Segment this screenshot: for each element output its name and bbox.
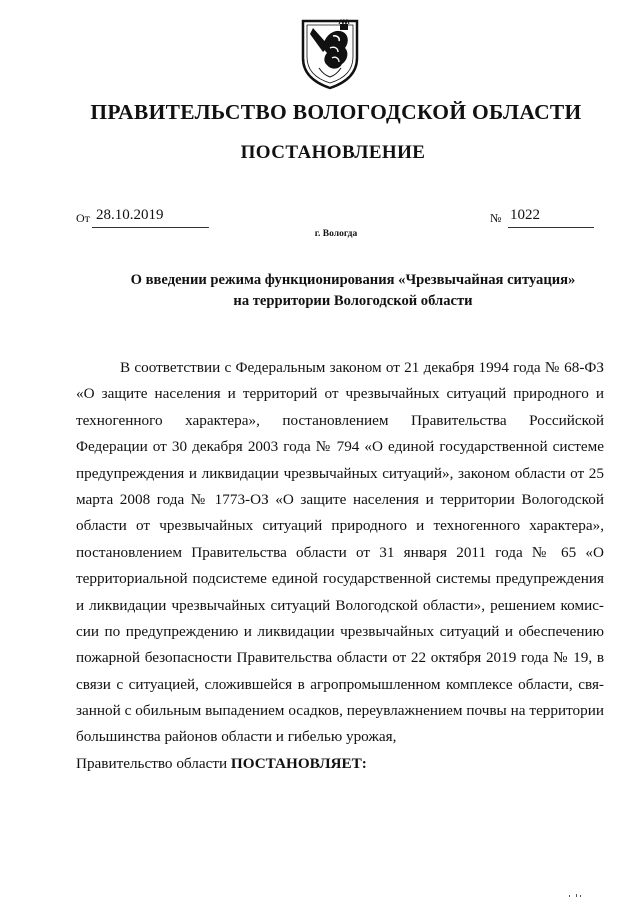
document-body [76, 355, 604, 777]
decree-word: ПОСТАНОВЛЯЕТ: [230, 754, 367, 772]
document-date: 28.10.2019 [96, 207, 164, 223]
decree-line [76, 751, 604, 777]
document-subject [0, 270, 640, 312]
date-underline [92, 227, 209, 228]
date-label: От [76, 211, 90, 225]
body-line: большинства районов области и гибелью урожая, [76, 728, 397, 746]
document-city: г. Вологда [314, 229, 358, 239]
organization-title: ПРАВИТЕЛЬСТВО ВОЛОГОДСКОЙ ОБЛАСТИ [90, 100, 582, 124]
subject-line: О введении режима функционирования «Чрезвычайная ситуация» [130, 272, 576, 288]
subject-line: на территории Вологодской области [233, 293, 473, 309]
body-line: «О защите населения и территорий от чрезвычайных ситуаций природного и [76, 385, 604, 403]
decree-prefix: Правительство области [76, 754, 228, 772]
document-type-title: ПОСТАНОВЛЕНИЕ [240, 142, 426, 163]
number-underline [508, 227, 594, 228]
coat-of-arms-icon [299, 18, 361, 90]
body-line: территориальной подсистеме единой государственной системы предупреждения [76, 570, 604, 588]
body-line: предупреждения и ликвидации чрезвычайных ситуаций», законом области от 25 [76, 464, 604, 482]
body-line: связи с ситуацией, сложившейся в агропромышленном комплексе области, свя- [76, 675, 604, 693]
body-line: В соответствии с Федеральным законом от 21 декабря 1994 года № 68-ФЗ [120, 359, 604, 376]
document-meta [76, 209, 596, 229]
body-line: области от чрезвычайных ситуаций природного и техногенного характера», [76, 517, 604, 535]
body-line: техногенного характера», постановлением Правительства Российской [76, 411, 604, 429]
body-line: марта 2008 года № 1773-ОЗ «О защите населения и территории Вологодской [76, 490, 604, 508]
body-line: постановлением Правительства области от 31 января 2011 года № 65 «О [76, 543, 604, 561]
scan-specks [568, 893, 582, 899]
body-line: сии по предупреждению и ликвидации чрезвычайных ситуаций и обеспечению [76, 622, 604, 640]
body-line: Федерации от 30 декабря 2003 года № 794 «О единой государственной системе [76, 438, 604, 456]
body-line: пожарной безопасности Правительства области от 22 октября 2019 года № 19, в [76, 649, 604, 667]
document-number: 1022 [510, 207, 540, 223]
body-line: и ликвидации чрезвычайных ситуаций Вологодской области», решением комис- [76, 596, 604, 614]
body-line: занной с обильным выпадением осадков, переувлажнением почвы на территории [76, 702, 604, 720]
number-label: № [490, 211, 502, 225]
